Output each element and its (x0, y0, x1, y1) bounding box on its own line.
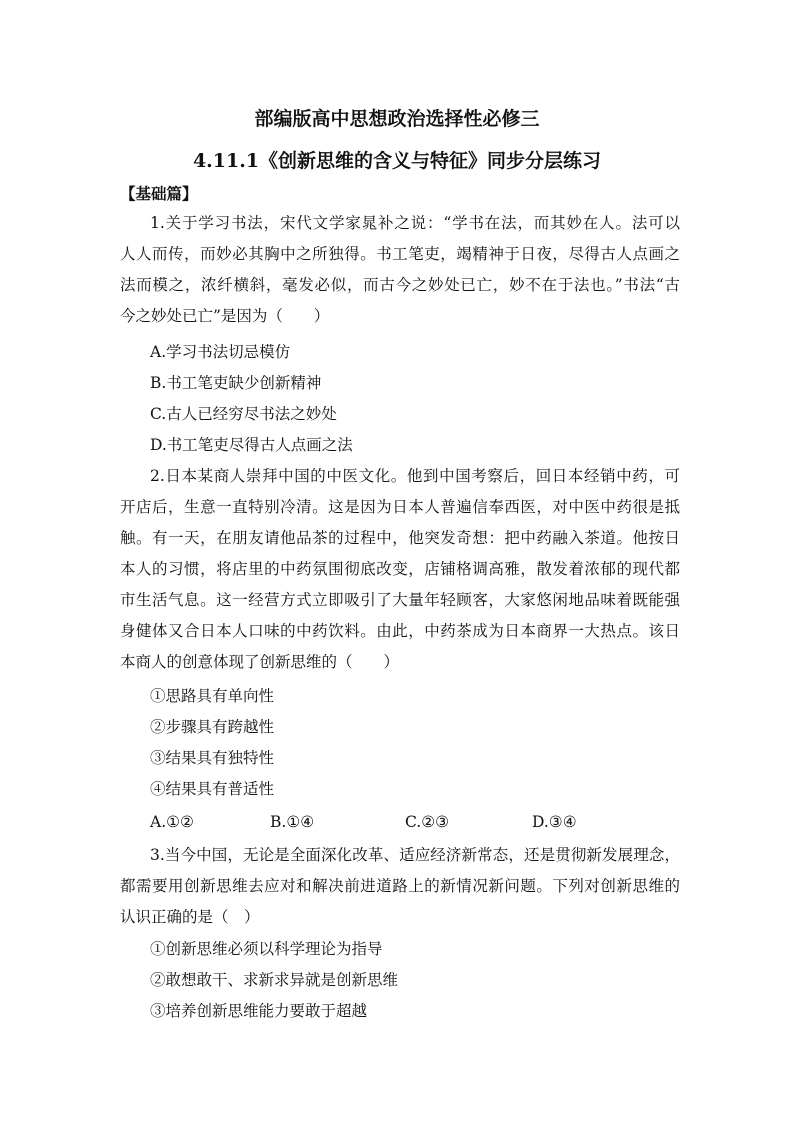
question-2-line: 开店后，生意一直特别冷清。这是因为日本人普遍信奉西医，对中医中药很是抵 (120, 498, 680, 516)
question-3-item: ①创新思维必须以科学理论为指导 (150, 940, 383, 958)
question-2-option-b: B.①④ (270, 813, 315, 831)
question-2-item: ②步骤具有跨越性 (150, 718, 275, 736)
question-3-item: ③培养创新思维能力要敢于超越 (150, 1002, 368, 1020)
question-2-item: ③结果具有独特性 (150, 749, 275, 767)
question-2-option-c: C.②③ (405, 813, 450, 831)
question-2-line: 市生活气息。这一经营方式立即吸引了大量年轻顾客，大家悠闲地品味着既能强 (120, 591, 680, 609)
question-2-line: 本人的习惯，将店里的中药氛围彻底改变，店铺格调高雅，散发着浓郁的现代都 (120, 560, 680, 578)
question-1-option-d: D.书工笔吏尽得古人点画之法 (150, 436, 353, 454)
question-2-item: ④结果具有普适性 (150, 780, 275, 798)
question-2-line: 2.日本某商人崇拜中国的中医文化。他到中国考察后，回日本经销中药，可 (150, 467, 680, 485)
document-subtitle: 4.11.1《创新思维的含义与特征》同步分层练习 (192, 150, 602, 172)
document-title: 部编版高中思想政治选择性必修三 (254, 108, 540, 130)
question-1-line: 1.关于学习书法，宋代文学家晁补之说：“学书在法，而其妙在人。法可以 (150, 214, 680, 232)
question-2-line: 触。有一天，在朋友请他品茶的过程中，他突发奇想：把中药融入茶道。他按日 (120, 529, 680, 547)
question-2-option-d: D.③④ (532, 813, 577, 831)
question-2-item: ①思路具有单向性 (150, 687, 275, 705)
question-3-line: 3.当今中国，无论是全面深化改革、适应经济新常态，还是贯彻新发展理念， (150, 846, 680, 864)
question-3-line: 都需要用创新思维去应对和解决前进道路上的新情况新问题。下列对创新思维的 (120, 877, 680, 895)
question-2-line: 身健体又合日本人口味的中药饮料。由此，中药茶成为日本商界一大热点。该日 (120, 622, 680, 640)
section-heading: 【基础篇】 (120, 184, 198, 203)
question-1-option-a: A.学习书法切忌模仿 (150, 343, 291, 361)
question-2-line: 本商人的创意体现了创新思维的（ ） (120, 653, 400, 671)
question-1-option-c: C.古人已经穷尽书法之妙处 (150, 405, 337, 423)
question-3-item: ②敢想敢干、求新求异就是创新思维 (150, 971, 399, 989)
question-1-line: 法而模之，浓纤横斜，毫发必似，而古今之妙处已亡，妙不在于法也。”书法“古 (120, 276, 680, 294)
question-1-line: 人人而传，而妙必其胸中之所独得。书工笔吏，竭精神于日夜，尽得古人点画之 (120, 245, 680, 263)
question-1-option-b: B.书工笔吏缺少创新精神 (150, 374, 322, 392)
question-2-option-a: A.①② (150, 813, 194, 831)
question-3-line: 认识正确的是（ ） (120, 908, 260, 926)
question-1-line: 今之妙处已亡”是因为（ ） (120, 307, 330, 325)
